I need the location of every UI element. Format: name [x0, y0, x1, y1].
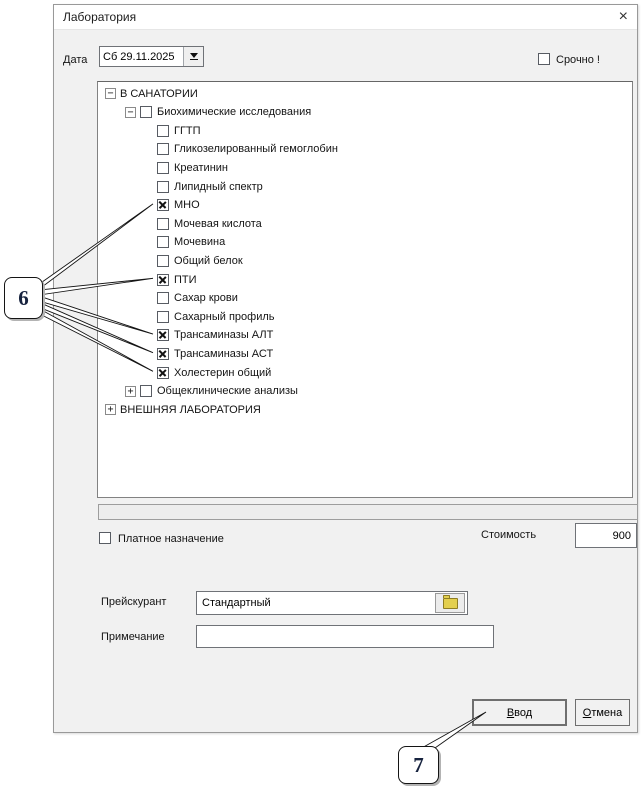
- date-label: Дата: [63, 54, 88, 66]
- tree-checkbox[interactable]: [157, 143, 169, 155]
- tree-item-label[interactable]: Холестерин общий: [174, 366, 272, 379]
- tree-checkbox[interactable]: [157, 292, 169, 304]
- status-strip: [98, 504, 638, 520]
- tree-checkbox[interactable]: [157, 311, 169, 323]
- tree-item[interactable]: [98, 344, 632, 363]
- tree-item[interactable]: [98, 233, 632, 252]
- tree-item[interactable]: [98, 382, 632, 401]
- tree-checkbox[interactable]: [157, 255, 169, 267]
- date-input[interactable]: [100, 47, 183, 66]
- date-dropdown-button[interactable]: [183, 47, 203, 66]
- dropdown-arrow-icon: [190, 53, 198, 58]
- folder-icon: [443, 598, 458, 609]
- pricelist-input[interactable]: [198, 597, 435, 609]
- tree-item-label[interactable]: Липидный спектр: [174, 180, 263, 193]
- tree-item-label[interactable]: Мочевая кислота: [174, 217, 262, 230]
- tree-item-label[interactable]: ГГТП: [174, 124, 201, 137]
- tree-checkbox[interactable]: [157, 348, 169, 360]
- cost-input[interactable]: [575, 523, 637, 548]
- tree-item-label[interactable]: В САНАТОРИИ: [120, 87, 198, 100]
- urgent-checkbox[interactable]: [538, 53, 550, 65]
- tree-item-label[interactable]: Общий белок: [174, 254, 243, 267]
- tree-item[interactable]: [98, 103, 632, 122]
- cancel-button-mnemonic: О: [582, 706, 592, 719]
- enter-button-label: вод: [514, 706, 533, 719]
- tree-item[interactable]: [98, 140, 632, 159]
- tree-checkbox[interactable]: [157, 274, 169, 286]
- tree-checkbox[interactable]: [157, 181, 169, 193]
- tree-checkbox[interactable]: [157, 236, 169, 248]
- tree-item[interactable]: [98, 251, 632, 270]
- tree-checkbox[interactable]: [157, 218, 169, 230]
- tree-item[interactable]: [98, 400, 632, 419]
- window-title: Лаборатория: [63, 10, 137, 24]
- expand-icon[interactable]: +: [125, 386, 136, 397]
- tree-item[interactable]: [98, 121, 632, 140]
- tree-item-label[interactable]: ВНЕШНЯЯ ЛАБОРАТОРИЯ: [120, 403, 261, 416]
- date-combobox[interactable]: [99, 46, 204, 67]
- analysis-tree-panel[interactable]: [97, 81, 633, 498]
- callout-6: [4, 277, 43, 319]
- tree-item-label[interactable]: Сахарный профиль: [174, 310, 275, 323]
- cost-label: Стоимость: [481, 529, 537, 541]
- tree-checkbox[interactable]: [157, 199, 169, 211]
- pricelist-label: Прейскурант: [101, 596, 167, 608]
- collapse-icon[interactable]: −: [105, 88, 116, 99]
- cancel-button-label: тмена: [591, 706, 623, 719]
- callout-7-number: 7: [413, 752, 424, 777]
- urgent-label: Срочно !: [556, 54, 600, 66]
- tree-checkbox[interactable]: [140, 385, 152, 397]
- enter-button[interactable]: [472, 699, 567, 726]
- dropdown-underline-icon: [190, 59, 198, 60]
- note-input[interactable]: [196, 625, 494, 648]
- note-label: Примечание: [101, 631, 165, 643]
- tree-item-label[interactable]: ПТИ: [174, 273, 197, 286]
- tree-item-label[interactable]: Креатинин: [174, 161, 228, 174]
- tree-checkbox[interactable]: [157, 162, 169, 174]
- pricelist-open-button[interactable]: [435, 593, 465, 613]
- tree-rows: [98, 84, 632, 497]
- callout-6-number: 6: [18, 285, 29, 310]
- tree-item-label[interactable]: Гликозелированный гемоглобин: [174, 143, 338, 156]
- tree-item-label[interactable]: Общеклинические анализы: [157, 385, 298, 398]
- close-icon[interactable]: ×: [618, 8, 628, 25]
- tree-item[interactable]: [98, 84, 632, 103]
- pricelist-combobox[interactable]: [196, 591, 468, 615]
- cancel-button[interactable]: [575, 699, 630, 726]
- tree-item[interactable]: [98, 326, 632, 345]
- tree-item[interactable]: [98, 158, 632, 177]
- tree-item-label[interactable]: Трансаминазы АЛТ: [174, 329, 274, 342]
- tree-item[interactable]: [98, 307, 632, 326]
- tree-checkbox[interactable]: [157, 367, 169, 379]
- tree-item[interactable]: [98, 289, 632, 308]
- tree-item-label[interactable]: Биохимические исследования: [157, 106, 312, 119]
- tree-item-label[interactable]: Трансаминазы АСТ: [174, 347, 274, 360]
- tree-item[interactable]: [98, 363, 632, 382]
- title-bar[interactable]: [54, 5, 637, 30]
- tree-item[interactable]: [98, 214, 632, 233]
- expand-icon[interactable]: +: [105, 404, 116, 415]
- tree-checkbox[interactable]: [157, 125, 169, 137]
- tree-checkbox[interactable]: [157, 329, 169, 341]
- callout-7: [398, 746, 439, 784]
- tree-item-label[interactable]: МНО: [174, 199, 200, 212]
- tree-item-label[interactable]: Сахар крови: [174, 292, 238, 305]
- paid-label: Платное назначение: [118, 533, 224, 545]
- tree-item[interactable]: [98, 270, 632, 289]
- tree-item[interactable]: [98, 196, 632, 215]
- tree-checkbox[interactable]: [140, 106, 152, 118]
- paid-checkbox[interactable]: [99, 532, 111, 544]
- laboratory-dialog: [53, 4, 638, 733]
- tree-item[interactable]: [98, 177, 632, 196]
- enter-button-mnemonic: В: [506, 706, 515, 719]
- collapse-icon[interactable]: −: [125, 107, 136, 118]
- tree-item-label[interactable]: Мочевина: [174, 236, 226, 249]
